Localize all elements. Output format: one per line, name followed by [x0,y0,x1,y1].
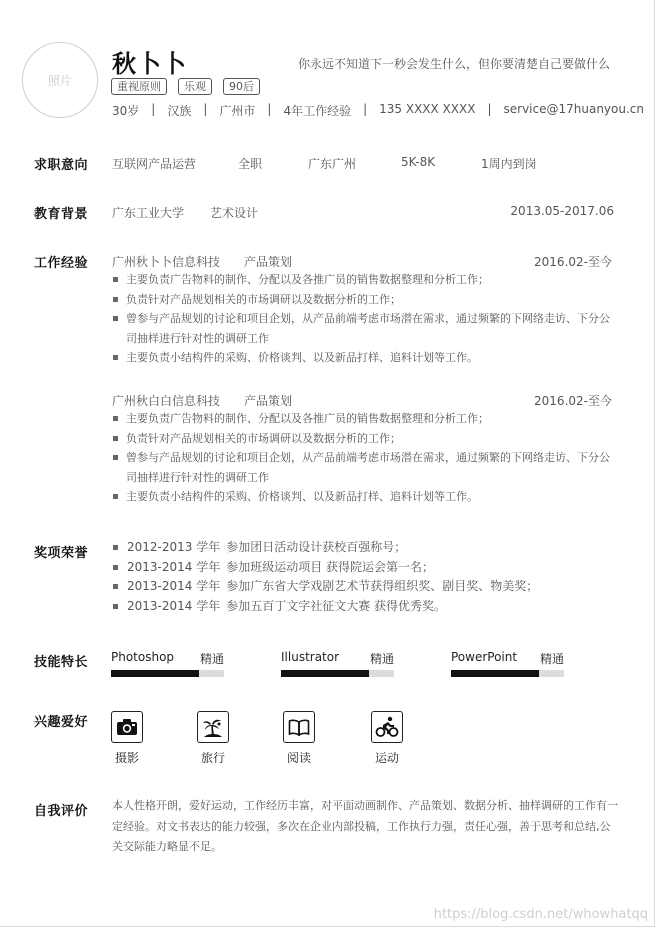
job-role: 产品策划 [244,255,293,269]
palm-tree-icon [197,711,229,743]
award-text: 参加广东省大学戏剧艺术节获得组织奖、剧目奖、物美奖； [226,579,539,593]
skill-bar-fill [451,670,539,677]
hobby-photography [102,711,152,766]
skill-level: 精通 [199,652,224,666]
award-year: 2012-2013 学年 [127,540,221,554]
list-item: 负责针对产品规划相关的市场调研以及数据分析的工作； [112,429,617,449]
personality-tags [111,78,260,95]
info-ethnicity: 汉族 [167,104,192,118]
info-email[interactable]: service@17huanyou.cn [503,102,644,116]
intent-type: 全职 [238,157,263,171]
section-title-skills: 技能特长 [34,655,89,670]
list-item: 主要负责小结构件的采购、价格谈判、以及新品打样、追料计划等工作。 [112,487,617,507]
info-separator: | [267,102,272,116]
list-item [112,538,538,558]
hobby-label: 旅行 [200,751,225,765]
camera-icon [111,711,143,743]
skill-bar-fill [281,670,369,677]
info-phone[interactable]: 135 XXXX XXXX [379,102,476,116]
award-year: 2013-2014 学年 [127,559,221,574]
skill-illustrator [281,650,394,677]
self-eval-text: 本人性格开朗，爱好运动，工作经历丰富，对平面动画制作、产品策划、数据分析、抽样调研的工作有一定经验。对文书表达的能力较强，多次在企业内部投稿，工作执行力强，责任心强，善于思考和总结,公关交际能力略显不足。 [112,799,618,853]
tag: 乐观 [178,78,212,95]
awards-list [112,538,538,616]
photo-label: 照片 [47,73,72,88]
skill-level: 精通 [369,652,394,666]
info-separator: | [487,102,492,116]
section-title-self-eval: 自我评价 [34,804,89,819]
hobby-label: 摄影 [114,751,139,765]
list-item [112,577,538,597]
section-title-awards: 奖项荣誉 [34,546,89,561]
list-item: 主要负责广告物料的制作、分配以及各推广员的销售数据整理和分析工作； [112,270,617,290]
award-text: 参加团日活动设计获校百强称号； [226,540,407,554]
info-separator: | [363,102,368,116]
hobby-reading [274,711,324,766]
award-text: 参加班级运动项目 获得院运会第一名； [226,559,435,574]
list-item: 曾参与产品规划的讨论和项目企划，从产品前端考虑市场潜在需求，通过频繁的下网络走访、下分公司抽样进行针对性的调研工作 [112,309,617,348]
skill-name: PowerPoint [451,650,518,664]
section-title-work: 工作经验 [34,256,89,271]
book-icon [283,711,315,743]
cycling-icon [371,711,403,743]
education-school: 广东工业大学 [112,206,185,220]
skill-name: Photoshop [111,650,175,664]
intent-salary: 5K-8K [401,155,436,169]
list-item [112,558,538,578]
skill-level: 精通 [539,652,564,666]
info-experience: 4年工作经验 [283,104,352,118]
skill-name: Illustrator [281,650,340,664]
job-role: 产品策划 [244,394,293,408]
list-item: 主要负责小结构件的采购、价格谈判、以及新品打样、追料计划等工作。 [112,348,617,368]
skill-photoshop [111,650,224,677]
intent-availability: 1周内到岗 [481,157,537,171]
job-period: 2016.02-至今 [534,394,612,408]
intent-location: 广东广州 [308,157,357,171]
skill-bar [281,670,394,677]
job-period: 2016.02-至今 [534,255,612,269]
hobby-sports [362,711,412,766]
info-separator: | [203,102,208,116]
section-title-intent: 求职意向 [34,158,89,173]
job-duties [112,409,617,507]
basic-info [112,102,644,119]
hobby-label: 运动 [374,751,399,765]
section-title-hobbies: 兴趣爱好 [34,715,89,730]
list-item: 主要负责广告物料的制作、分配以及各推广员的销售数据整理和分析工作； [112,409,617,429]
skill-bar [111,670,224,677]
list-item [112,597,538,617]
candidate-name: 秋卜卜 [112,50,187,78]
list-item: 曾参与产品规划的讨论和项目企划，从产品前端考虑市场潜在需求，通过频繁的下网络走访、下分公司抽样进行针对性的调研工作 [112,448,617,487]
skill-bar-fill [111,670,199,677]
info-city: 广州市 [219,104,256,118]
hobby-travel [188,711,238,766]
watermark: https://blog.csdn.net/whowhatqq [433,907,648,922]
education-major: 艺术设计 [210,206,259,220]
skill-powerpoint [451,650,564,677]
skill-bar [451,670,564,677]
section-title-education: 教育背景 [34,207,89,222]
tag: 90后 [223,78,260,95]
motto: 你永远不知道下一秒会发生什么，但你要清楚自己要做什么 [297,57,610,71]
intent-position: 互联网产品运营 [112,157,197,171]
photo-placeholder[interactable] [22,42,98,118]
info-age: 30岁 [112,104,140,118]
job-company: 广州秋白白信息科技 [112,394,221,408]
job-company: 广州秋卜卜信息科技 [112,255,221,269]
education-period: 2013.05-2017.06 [510,204,614,218]
hobby-label: 阅读 [286,751,311,765]
info-separator: | [151,102,156,116]
award-year: 2013-2014 学年 [127,598,221,613]
job-duties [112,270,617,368]
tag: 重视原则 [111,78,167,95]
list-item: 负责针对产品规划相关的市场调研以及数据分析的工作； [112,290,617,310]
award-text: 参加五百丁文字社征文大赛 获得优秀奖。 [226,598,447,613]
award-year: 2013-2014 学年 [127,579,221,593]
